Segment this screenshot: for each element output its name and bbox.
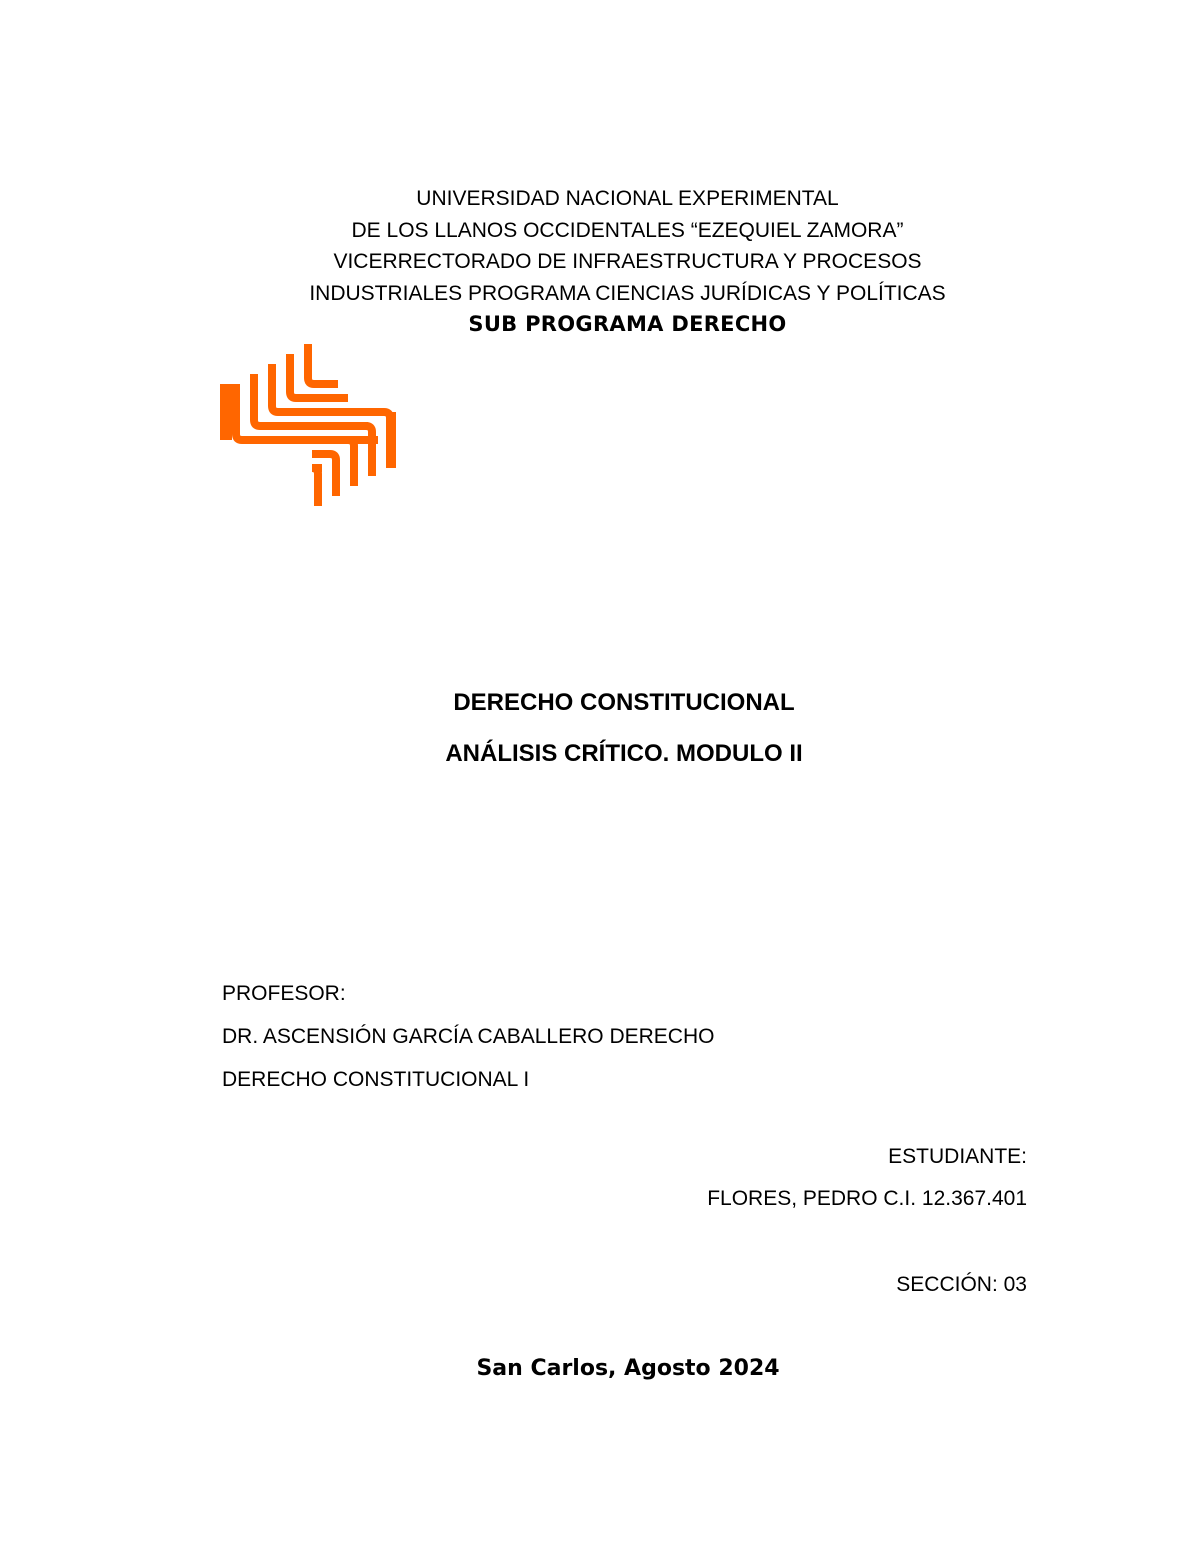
header-line-llanos: DE LOS LLANOS OCCIDENTALES “EZEQUIEL ZAMORA” — [351, 218, 904, 242]
header-line-university: UNIVERSIDAD NACIONAL EXPERIMENTAL — [416, 187, 839, 210]
logo-edge-left — [220, 384, 232, 440]
document-title: DERECHO CONSTITUCIONAL — [453, 689, 795, 716]
student-name: FLORES, PEDRO C.I. 12.367.401 — [707, 1187, 1027, 1210]
logo-edge-right — [386, 412, 396, 468]
logo-stroke — [312, 468, 322, 506]
header-line-vicerrectorado: VICERRECTORADO DE INFRAESTRUCTURA Y PROCESOS — [333, 250, 922, 273]
professor-name: DR. ASCENSIÓN GARCÍA CABALLERO DERECHO — [222, 1025, 715, 1048]
place-date: San Carlos, Agosto 2024 — [476, 1356, 780, 1381]
institution-header — [0, 183, 1200, 341]
university-logo-icon — [220, 340, 398, 512]
student-label: ESTUDIANTE: — [888, 1145, 1027, 1168]
professor-label: PROFESOR: — [222, 982, 346, 1005]
logo-stroke — [290, 354, 348, 398]
logo-stroke — [302, 440, 354, 486]
professor-course: DERECHO CONSTITUCIONAL I — [222, 1068, 530, 1091]
header-subprogram: SUB PROGRAMA DERECHO — [468, 312, 787, 336]
section-label: SECCIÓN: 03 — [896, 1273, 1027, 1296]
professor-block — [222, 972, 714, 1101]
document-subtitle: ANÁLISIS CRÍTICO. MODULO II — [445, 740, 803, 767]
logo-stroke — [308, 344, 338, 384]
header-line-programa: INDUSTRIALES PROGRAMA CIENCIAS JURÍDICAS Y POLÍTICAS — [309, 281, 946, 305]
